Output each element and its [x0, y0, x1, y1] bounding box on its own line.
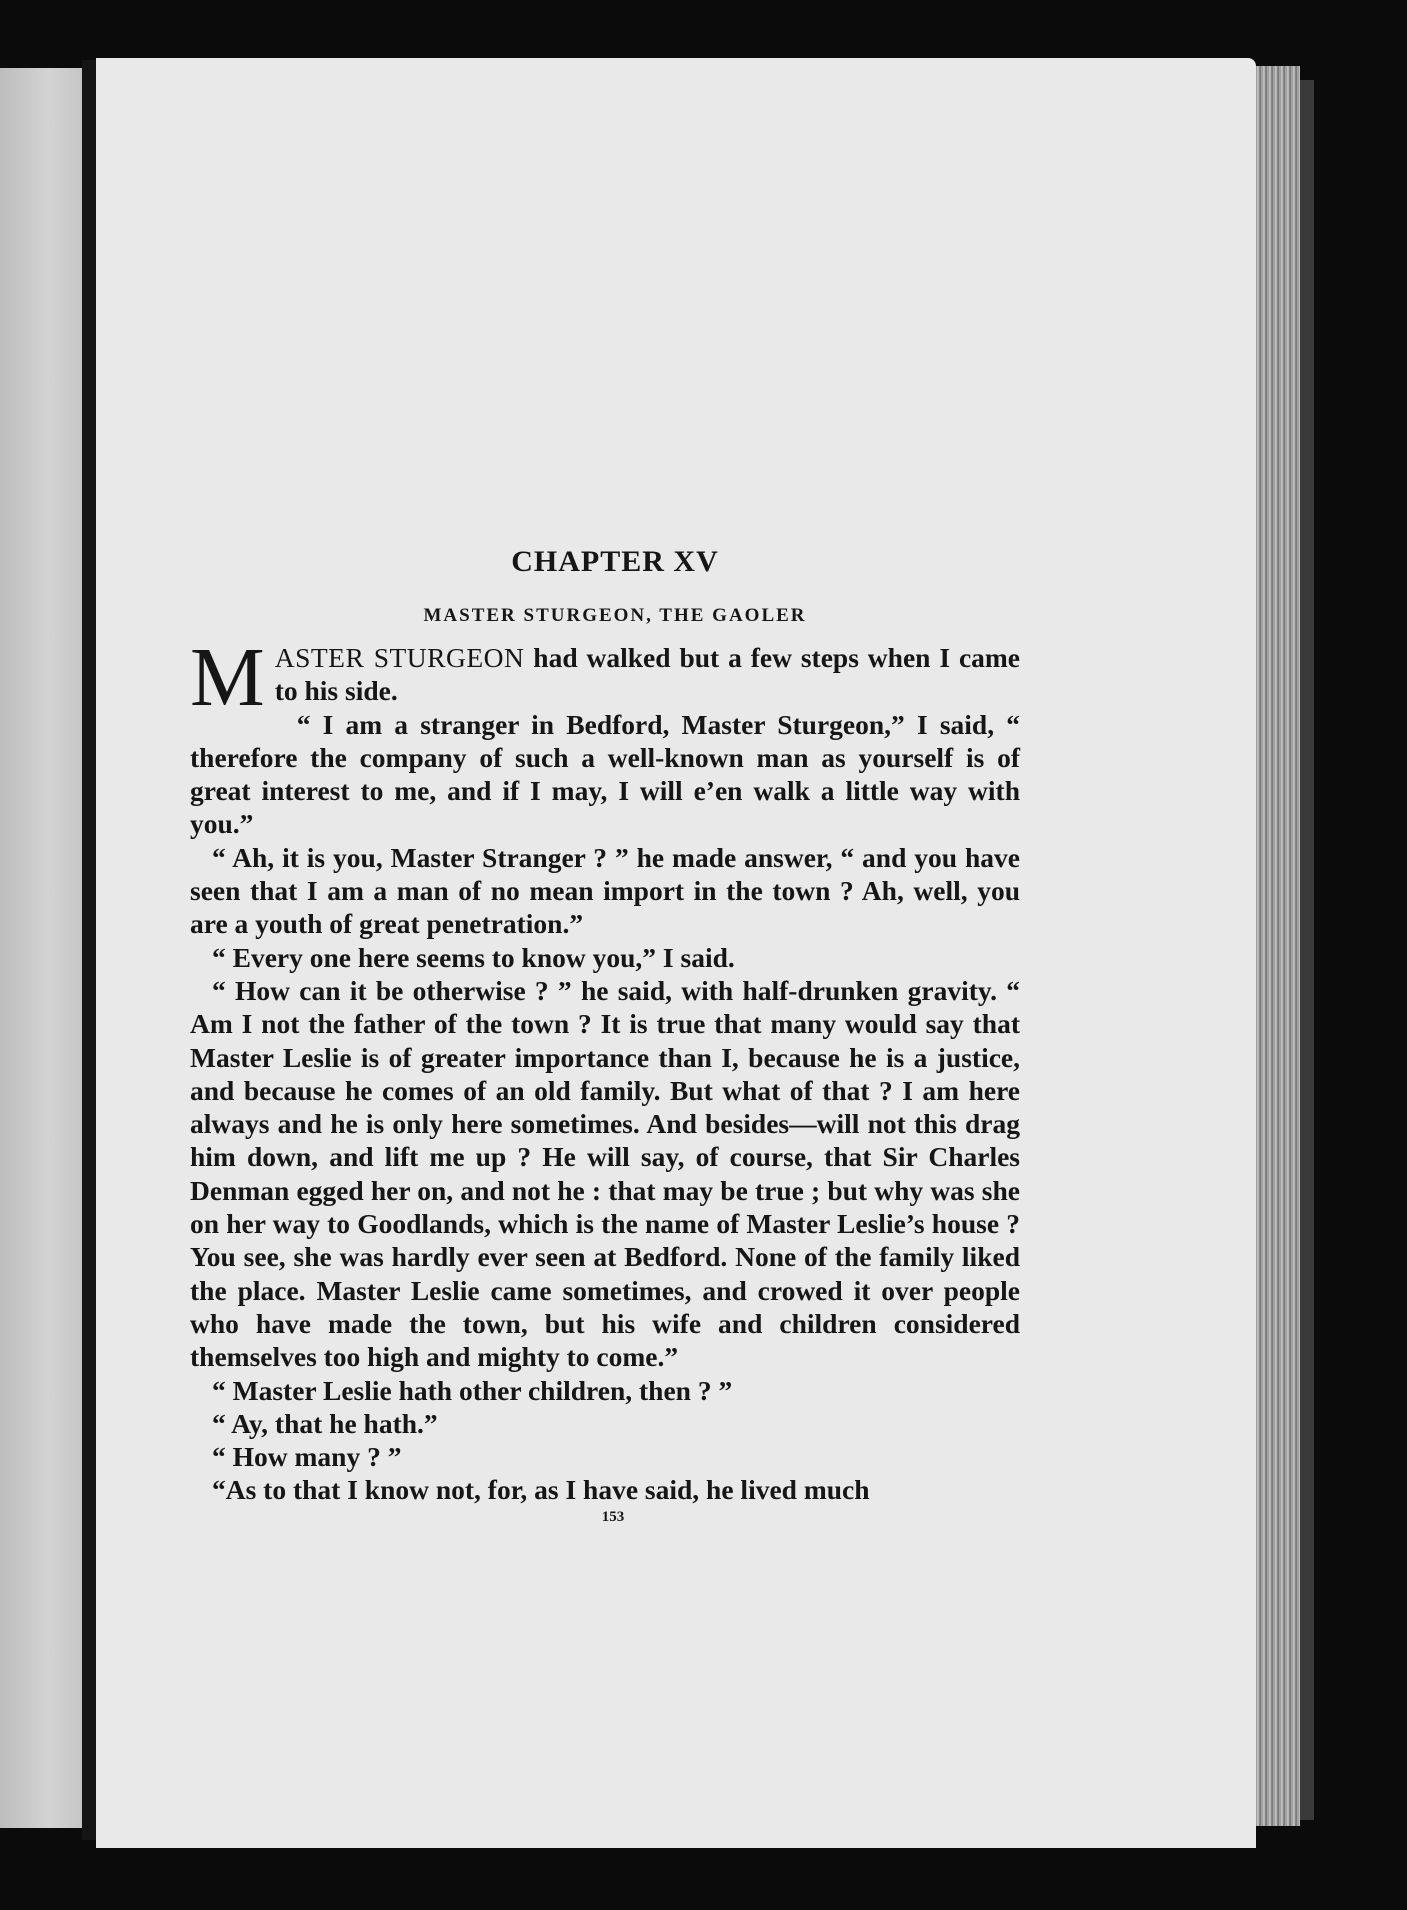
paragraph: “ Ay, that he hath.”: [212, 1407, 438, 1439]
page-fore-edge: [1256, 66, 1300, 1826]
paragraph: “ Master Leslie hath other children, then ? ”: [212, 1374, 733, 1406]
opening-caps: ASTER STURGEON: [274, 642, 525, 673]
book-gutter: [82, 60, 96, 1840]
paragraph-last: “As to that I know not, for, as I have said, he lived much: [212, 1474, 870, 1506]
paragraph: “ I am a stranger in Bedford, Master Sturgeon,” I said, “ therefore the company of such a well-known man as yourself is of great interest to me, and if I may, I will e’en walk a little way with you.”: [190, 708, 1020, 840]
opening-text: had walked but a few steps when I came to his side.: [274, 642, 1021, 707]
page-edge-shadow: [1300, 80, 1314, 1820]
page-text-block: [190, 545, 1020, 1526]
paragraph: “ Every one here seems to know you,” I said.: [212, 941, 735, 973]
chapter-title: CHAPTER XV: [511, 545, 719, 578]
chapter-body: [190, 631, 1021, 1507]
facing-page-edge: [0, 68, 82, 1828]
paragraph: “ How many ? ”: [212, 1441, 402, 1473]
page-number: 153: [601, 1508, 625, 1525]
paragraph-opening: [190, 631, 1021, 724]
paragraph: “ Ah, it is you, Master Stranger ? ” he made answer, “ and you have seen that I am a man of no mean import in the town ? Ah, well, you are a youth of great penetration.”: [190, 841, 1020, 940]
chapter-subtitle: MASTER STURGEON, THE GAOLER: [423, 605, 807, 626]
paragraph: “ How can it be otherwise ? ” he said, with half-drunken gravity. “ Am I not the father of the town ? It is true that many would say that Master Leslie is of greater importance than I, because he is a justice, and because he comes of an old family. But what of that ? I am here always and he is only here sometimes. And besides—will not this drag him down, and lift me up ? He will say, of course, that Sir Charles Denman egged her on, and not he : that may be true ; but why was she on her way to Goodlands, which is the name of Master Leslie’s house ? You see, she was hardly ever seen at Bedford. None of the family liked the place. Master Leslie came sometimes, and crowed it over people who have made the town, but his wife and children considered themselves too high and mighty to come.”: [190, 974, 1020, 1373]
drop-cap: M: [190, 631, 265, 724]
